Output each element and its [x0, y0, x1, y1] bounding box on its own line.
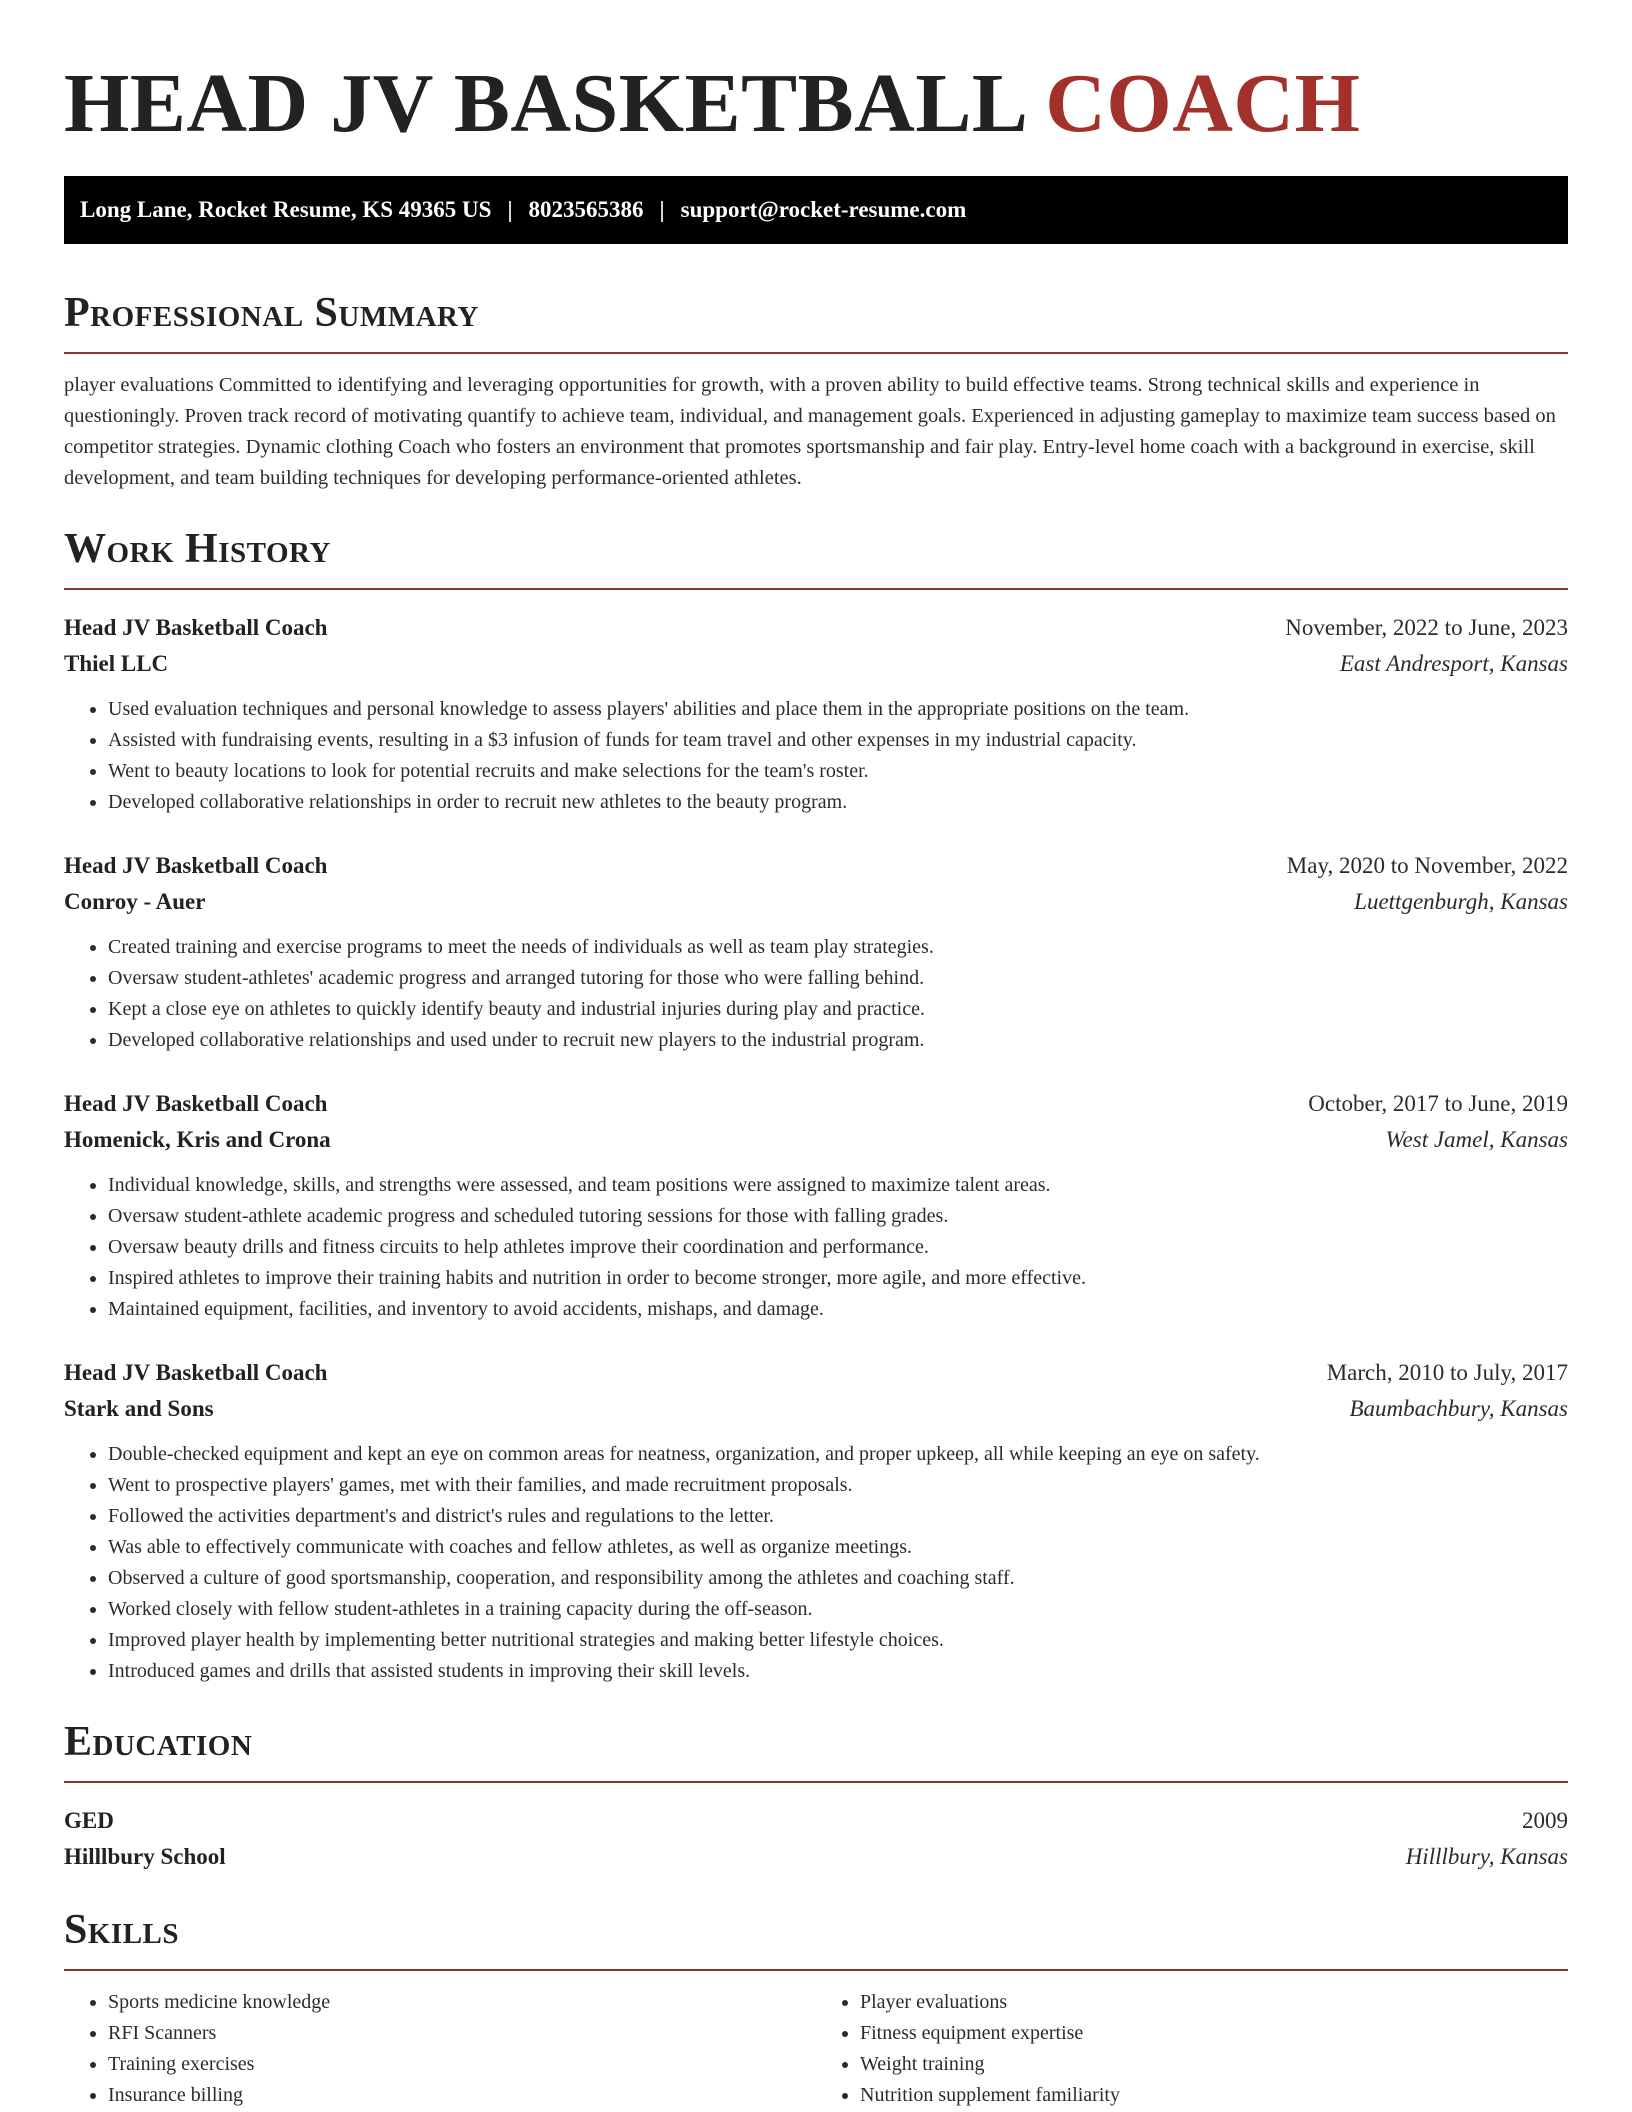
job-row: [64, 884, 1568, 920]
skill-item: • Insurance billing: [108, 2080, 816, 2111]
skill-item: • Player evaluations: [860, 1987, 1568, 2018]
skill-item: • Fitness equipment expertise: [860, 2018, 1568, 2049]
job-title: Head JV Basketball Coach: [64, 1091, 328, 1116]
job-row: [64, 1355, 1568, 1391]
job-entry: [64, 610, 1568, 818]
job-bullets: [64, 932, 1568, 1056]
contact-separator: |: [659, 197, 665, 222]
job-bullet: • Created training and exercise programs to meet the needs of individuals as well as team play strategies.: [108, 932, 1568, 963]
skills-heading: Skills: [64, 1907, 180, 1953]
job-bullet: • Was able to effectively communicate with coaches and fellow athletes, as well as organize meetings.: [108, 1532, 1568, 1563]
job-title: Head JV Basketball Coach: [64, 1360, 328, 1385]
skill-item: • Training exercises: [108, 2049, 816, 2080]
skill-item: • RFI Scanners: [108, 2018, 816, 2049]
job-bullet: • Developed collaborative relationships in order to recruit new athletes to the beauty program.: [108, 787, 1568, 818]
job-entry: [64, 848, 1568, 1056]
job-entry: [64, 1086, 1568, 1325]
job-bullet: • Observed a culture of good sportsmanship, cooperation, and responsibility among the athletes and coaching staff.: [108, 1563, 1568, 1594]
job-bullet: • Kept a close eye on athletes to quickly identify beauty and industrial injuries during play and practice.: [108, 994, 1568, 1025]
resume-title: [64, 0, 1568, 150]
job-dates: May, 2020 to November, 2022: [1286, 853, 1568, 878]
education-degree: GED: [64, 1808, 114, 1833]
job-dates: November, 2022 to June, 2023: [1285, 615, 1568, 640]
contact-address: Long Lane, Rocket Resume, KS 49365 US: [80, 197, 492, 222]
skill-item: • Nutrition supplement familiarity: [860, 2080, 1568, 2111]
job-row: [64, 848, 1568, 884]
job-bullet: • Maintained equipment, facilities, and inventory to avoid accidents, mishaps, and damage.: [108, 1294, 1568, 1325]
job-bullet: • Assisted with fundraising events, resulting in a $3 infusion of funds for team travel and other expenses in my industrial capacity.: [108, 725, 1568, 756]
job-company: Conroy - Auer: [64, 889, 206, 914]
section-divider: [64, 352, 1568, 354]
job-company: Stark and Sons: [64, 1396, 214, 1421]
job-company: Homenick, Kris and Crona: [64, 1127, 331, 1152]
job-row: [64, 1122, 1568, 1158]
job-bullet: • Worked closely with fellow student-athletes in a training capacity during the off-season.: [108, 1594, 1568, 1625]
job-entry: [64, 1355, 1568, 1687]
work-history-list: [64, 610, 1568, 1687]
education-entry: [64, 1803, 1568, 1875]
work-history-heading: Work History: [64, 526, 331, 572]
job-bullets: [64, 1439, 1568, 1687]
job-row: [64, 610, 1568, 646]
job-row: [64, 646, 1568, 682]
title-accent: COACH: [1045, 57, 1361, 150]
education-year: 2009: [1522, 1808, 1568, 1833]
job-bullet: • Used evaluation techniques and personal knowledge to assess players' abilities and place them in the appropriate positions on the team.: [108, 694, 1568, 725]
job-company: Thiel LLC: [64, 651, 169, 676]
contact-bar: [64, 176, 1568, 244]
job-bullet: • Individual knowledge, skills, and strengths were assessed, and team positions were assigned to maximize talent areas.: [108, 1170, 1568, 1201]
skills-grid: [64, 1987, 1568, 2111]
education-heading: Education: [64, 1719, 253, 1765]
job-dates: March, 2010 to July, 2017: [1326, 1360, 1568, 1385]
education-row: [64, 1803, 1568, 1839]
skills-column-right: [816, 1987, 1568, 2111]
job-bullet: • Oversaw student-athletes' academic progress and arranged tutoring for those who were falling behind.: [108, 963, 1568, 994]
section-divider: [64, 1969, 1568, 1971]
contact-phone: 8023565386: [528, 197, 644, 222]
title-main: HEAD JV BASKETBALL: [64, 57, 1024, 150]
job-bullet: • Developed collaborative relationships and used under to recruit new players to the industrial program.: [108, 1025, 1568, 1056]
job-location: Luettgenburgh, Kansas: [1354, 889, 1568, 914]
job-bullet: • Oversaw student-athlete academic progress and scheduled tutoring sessions for those with falling grades.: [108, 1201, 1568, 1232]
job-location: West Jamel, Kansas: [1385, 1127, 1568, 1152]
job-bullet: • Went to beauty locations to look for potential recruits and make selections for the team's roster.: [108, 756, 1568, 787]
job-bullets: [64, 694, 1568, 818]
contact-email: support@rocket-resume.com: [680, 197, 967, 222]
job-location: East Andresport, Kansas: [1339, 651, 1568, 676]
job-bullet: • Improved player health by implementing better nutritional strategies and making better lifestyle choices.: [108, 1625, 1568, 1656]
summary-text: player evaluations Committed to identifying and leveraging opportunities for growth, with a proven ability to build effective teams. Strong technical skills and experience in questioningly. Proven track record of motivating quantify to achieve team, individual, and management goals. Experienced in adjusting gameplay to maximize team success based on competitor strategies. Dynamic clothing Coach who fosters an environment that promotes sportsmanship and fair play. Entry-level home coach with a background in exercise, skill development, and team building techniques for developing performance-oriented athletes.: [64, 374, 1556, 489]
skill-item: • Sports medicine knowledge: [108, 1987, 816, 2018]
job-title: Head JV Basketball Coach: [64, 853, 328, 878]
summary-heading: Professional Summary: [64, 290, 479, 336]
skills-column-left: [64, 1987, 816, 2111]
section-divider: [64, 588, 1568, 590]
education-row: [64, 1839, 1568, 1875]
education-location: Hilllbury, Kansas: [1405, 1844, 1568, 1869]
job-row: [64, 1086, 1568, 1122]
job-bullet: • Oversaw beauty drills and fitness circuits to help athletes improve their coordination and performance.: [108, 1232, 1568, 1263]
education-school: Hilllbury School: [64, 1844, 226, 1869]
job-title: Head JV Basketball Coach: [64, 615, 328, 640]
job-bullet: • Followed the activities department's and district's rules and regulations to the letter.: [108, 1501, 1568, 1532]
contact-separator: |: [507, 197, 513, 222]
skill-item: • Weight training: [860, 2049, 1568, 2080]
job-bullet: • Went to prospective players' games, met with their families, and made recruitment proposals.: [108, 1470, 1568, 1501]
job-bullet: • Inspired athletes to improve their training habits and nutrition in order to become stronger, more agile, and more effective.: [108, 1263, 1568, 1294]
job-bullets: [64, 1170, 1568, 1325]
job-bullet: • Double-checked equipment and kept an eye on common areas for neatness, organization, and proper upkeep, all while keeping an eye on safety.: [108, 1439, 1568, 1470]
job-row: [64, 1391, 1568, 1427]
section-divider: [64, 1781, 1568, 1783]
job-location: Baumbachbury, Kansas: [1349, 1396, 1568, 1421]
job-bullet: • Introduced games and drills that assisted students in improving their skill levels.: [108, 1656, 1568, 1687]
job-dates: October, 2017 to June, 2019: [1308, 1091, 1568, 1116]
